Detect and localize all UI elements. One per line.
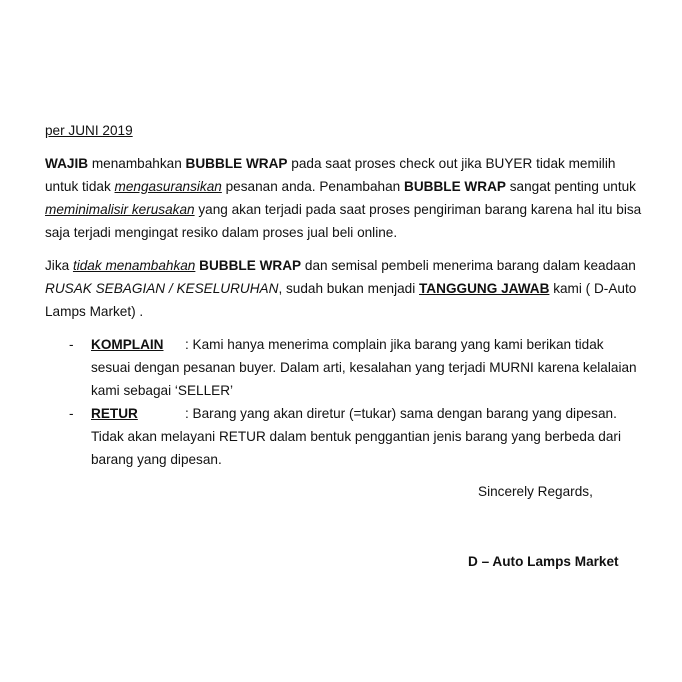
emphasis-wajib: WAJIB [45,156,89,171]
list-dash: - [69,337,74,352]
list-item-text: : Barang yang akan diretur (=tukar) sama dengan barang yang dipesan. Tidak akan melayani RETUR dalam bentuk penggantian jenis barang yang berbeda dari barang yang dipesan. [91,406,621,467]
document-body [45,119,645,471]
emphasis-mengasuransikan: mengasuransikan [114,179,222,194]
emphasis-meminimalisir: meminimalisir kerusakan [45,202,195,217]
list-item-komplain [45,333,645,402]
paragraph-bubble-wrap: WAJIB menambahkan BUBBLE WRAP pada saat proses check out jika BUYER tidak memilih untuk tidak mengasuransikan pesanan anda. Penambahan BUBBLE WRAP sangat penting untuk meminimalisir kerusakan yang akan terjadi pada saat proses pengiriman barang karena hal itu bisa saja terjadi mengingat resiko dalam proses jual beli online. [45,156,642,240]
list-dash: - [69,406,74,421]
signature: D – Auto Lamps Market [468,554,619,569]
emphasis-bubble-wrap: BUBBLE WRAP [185,156,288,171]
emphasis-rusak: RUSAK SEBAGIAN / KESELURUHAN [45,281,279,296]
policy-list [45,333,645,471]
closing-text: Sincerely Regards, [478,484,593,499]
emphasis-bubble-wrap-3: BUBBLE WRAP [199,258,302,273]
date-heading: per JUNI 2019 [45,123,133,138]
term-komplain: KOMPLAIN [91,337,164,352]
emphasis-tidak-menambahkan: tidak menambahkan [72,258,196,273]
list-item-text: : Kami hanya menerima complain jika barang yang kami berikan tidak sesuai dengan pesanan buyer. Dalam arti, kesalahan yang terjadi MURNI karena kelalaian kami sebagai ‘SELLER’ [91,337,637,398]
paragraph-responsibility: Jika tidak menambahkan BUBBLE WRAP dan semisal pembeli menerima barang dalam keadaan RUSAK SEBAGIAN / KESELURUHAN, sudah bukan menjadi TANGGUNG JAWAB kami ( D-Auto Lamps Market) . [45,258,637,319]
term-retur: RETUR [91,406,138,421]
list-item-retur [45,402,645,471]
emphasis-bubble-wrap-2: BUBBLE WRAP [404,179,506,194]
emphasis-tanggung-jawab: TANGGUNG JAWAB [419,281,550,296]
